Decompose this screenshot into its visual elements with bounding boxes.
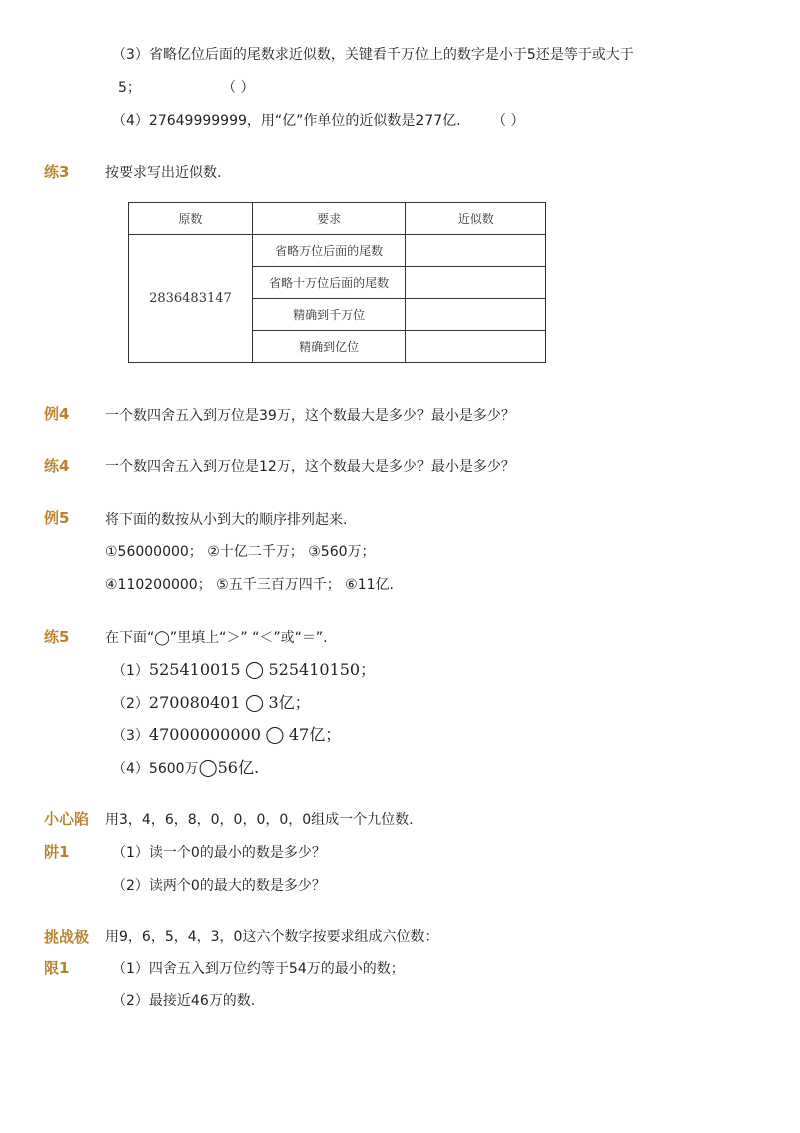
item-number: （1） bbox=[112, 663, 149, 679]
trap-label-line1: 小心陷 bbox=[44, 810, 90, 828]
compare-item-1 bbox=[112, 660, 376, 681]
item-number: （4） bbox=[112, 761, 149, 777]
approximation-table bbox=[128, 202, 546, 363]
right-value: 47亿； bbox=[288, 725, 342, 744]
compare-item-3 bbox=[112, 725, 341, 746]
table-header-row bbox=[129, 203, 546, 235]
right-value: 3亿； bbox=[268, 693, 311, 712]
li5-text: 将下面的数按从小到大的顺序排列起来. bbox=[105, 512, 348, 528]
li5-label: 例5 bbox=[44, 509, 70, 527]
compare-circle-icon[interactable]: ◯ bbox=[265, 725, 285, 745]
trap-question-2: （2）读两个0的最大的数是多少？ bbox=[112, 878, 326, 894]
compare-circle-icon[interactable]: ◯ bbox=[198, 758, 218, 778]
compare-item-4 bbox=[112, 758, 259, 779]
table-header: 近似数 bbox=[406, 203, 546, 235]
challenge-text: 用9，6，5，4，3，0这六个数字按要求组成六位数： bbox=[105, 929, 439, 945]
answer-cell[interactable] bbox=[406, 299, 546, 331]
trap-question-1: （1）读一个0的最小的数是多少？ bbox=[112, 845, 326, 861]
compare-item-2 bbox=[112, 693, 311, 714]
li4-label: 例4 bbox=[44, 405, 70, 423]
compare-circle-icon[interactable]: ◯ bbox=[245, 693, 265, 713]
trap-text: 用3，4，6，8，0，0，0，0，0组成一个九位数. bbox=[105, 812, 414, 828]
left-value: 525410015 bbox=[148, 660, 241, 679]
challenge-label-line2: 限1 bbox=[44, 959, 70, 977]
li5-numbers-row1: ①56000000； ②十亿二千万； ③560万； bbox=[105, 544, 376, 560]
left-value: 47000000000 bbox=[148, 725, 261, 744]
compare-circle-icon[interactable]: ◯ bbox=[245, 660, 265, 680]
question-3-line1: （3）省略亿位后面的尾数求近似数，关键看千万位上的数字是小于5还是等于或大于 bbox=[112, 47, 634, 63]
answer-cell[interactable] bbox=[406, 267, 546, 299]
li5-numbers-row2: ④110200000； ⑤五千三百万四千； ⑥11亿. bbox=[105, 577, 394, 593]
requirement-cell: 省略十万位后面的尾数 bbox=[252, 267, 406, 299]
item-number: （3） bbox=[112, 728, 149, 744]
challenge-label-line1: 挑战极 bbox=[44, 928, 90, 946]
challenge-question-2: （2）最接近46万的数. bbox=[112, 993, 256, 1009]
question-4-answer-paren[interactable]: （ ） bbox=[492, 113, 525, 129]
lian5-text: 在下面“◯”里填上“＞” “＜”或“＝”. bbox=[105, 630, 328, 646]
table-row bbox=[129, 235, 546, 267]
lian4-text: 一个数四舍五入到万位是12万，这个数最大是多少？最小是多少？ bbox=[105, 459, 515, 475]
requirement-cell: 精确到亿位 bbox=[252, 331, 406, 363]
right-value: 525410150； bbox=[268, 660, 377, 679]
left-value: 270080401 bbox=[148, 693, 241, 712]
question-4-text: （4）27649999999，用“亿”作单位的近似数是277亿. bbox=[112, 113, 461, 129]
left-value: 5600万 bbox=[148, 761, 199, 777]
lian3-label: 练3 bbox=[44, 163, 70, 181]
answer-cell[interactable] bbox=[406, 331, 546, 363]
question-3-line2: 5； bbox=[118, 80, 141, 96]
answer-cell[interactable] bbox=[406, 235, 546, 267]
li4-text: 一个数四舍五入到万位是39万，这个数最大是多少？最小是多少？ bbox=[105, 408, 515, 424]
right-value: 56亿. bbox=[217, 758, 260, 777]
lian4-label: 练4 bbox=[44, 457, 70, 475]
table-header: 要求 bbox=[252, 203, 406, 235]
question-3-answer-paren[interactable]: （ ） bbox=[222, 80, 255, 96]
requirement-cell: 省略万位后面的尾数 bbox=[252, 235, 406, 267]
trap-label-line2: 阱1 bbox=[44, 843, 70, 861]
item-number: （2） bbox=[112, 696, 149, 712]
lian3-text: 按要求写出近似数. bbox=[105, 165, 222, 181]
challenge-question-1: （1）四舍五入到万位约等于54万的最小的数； bbox=[112, 961, 405, 977]
table-header: 原数 bbox=[129, 203, 253, 235]
original-number-cell: 2836483147 bbox=[129, 235, 253, 363]
lian5-label: 练5 bbox=[44, 628, 70, 646]
requirement-cell: 精确到千万位 bbox=[252, 299, 406, 331]
